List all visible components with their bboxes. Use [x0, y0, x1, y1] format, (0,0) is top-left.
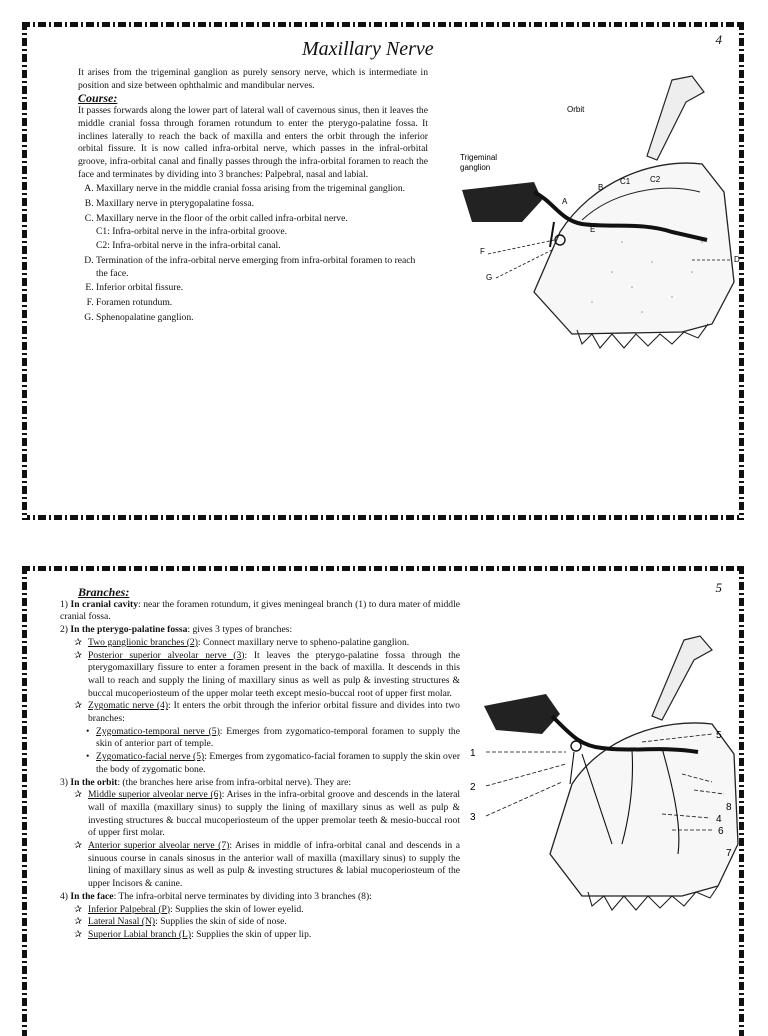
item-text: : Emerges from zygomatico-facial foramen to supply the skin over the body of zygomatic bone.	[96, 751, 461, 775]
list-item	[74, 840, 460, 891]
fig-label-trigeminal: Trigeminal	[460, 153, 498, 162]
fig-label-6: 6	[718, 826, 724, 837]
list-item	[74, 637, 460, 650]
fig-label-3: 3	[470, 812, 476, 823]
fig-label-a: A	[562, 197, 568, 206]
section-2-items	[74, 637, 460, 777]
item-text: : Supplies the skin of side of nose.	[155, 916, 287, 928]
page4-text-column	[78, 67, 428, 326]
list-item-text: Maxillary nerve in the floor of the orbit called infra-orbital nerve.	[96, 212, 348, 224]
list-item	[74, 650, 460, 701]
section-3	[60, 777, 460, 790]
item-text: : Supplies the skin of upper lip.	[191, 928, 312, 940]
section-number: 1)	[60, 598, 68, 610]
c2-note: C2: Infra-orbital nerve in the infra-orbital canal.	[96, 240, 281, 252]
fig-label-e: E	[590, 225, 596, 234]
nerve-branches-figure	[462, 634, 742, 934]
item-name: Zygomatico-temporal nerve (5)	[96, 725, 220, 737]
fig-label-ganglion: ganglion	[460, 163, 491, 172]
section-number: 4)	[60, 890, 68, 902]
section-title: In the orbit	[70, 776, 118, 788]
fig-label-5: 5	[716, 730, 722, 741]
page-number: 4	[715, 32, 722, 47]
item-name: Two ganglionic branches (2)	[88, 636, 198, 648]
section-4	[60, 891, 460, 904]
fig-label-8: 8	[726, 802, 732, 813]
fig-label-1: 1	[470, 748, 476, 759]
item-text: : Arises in middle of infra-orbital canal and descends in a sinuous course in canals sinosus in the anterior wall of maxilla (maxillary sinus) to supply the lining of maxillary sinus as well as pulp & investing structures & labial mucoperiosteum of the upper Incisors & canine.	[88, 840, 460, 890]
section-text: : The infra-orbital nerve terminates by dividing into 3 branches (8):	[113, 890, 372, 902]
branches-heading: Branches:	[78, 585, 130, 599]
item-name: Middle superior alveolar nerve (6)	[88, 789, 222, 801]
section-1	[60, 599, 460, 624]
section-number: 3)	[60, 776, 68, 788]
fig-label-4: 4	[716, 814, 722, 825]
dashed-border-top	[22, 566, 744, 571]
star-icon: ✰	[74, 916, 83, 928]
item-text: : It leaves the pterygo-palatine fossa through the pterygomaxillary fissure to enter a foramen present in the back of maxilla. It descends in this wall to reach and supply the lining of maxillary sinus as well as pulp & investing structures & buccal mucoperiosteum of the upper molar teeth except mesio-buccal root of upper first molar.	[88, 649, 460, 699]
section-text: : (the branches here arise from infra-orbital nerve). They are:	[117, 776, 352, 788]
page-title: Maxillary Nerve	[302, 38, 434, 60]
fig-label-orbit: Orbit	[567, 105, 585, 114]
item-name: Anterior superior alveolar nerve (7)	[88, 840, 230, 852]
course-paragraph: It passes forwards along the lower part of lateral wall of cavernous sinus, then it leaves the middle cranial fossa through foramen rotundum to enter the pterygo-palatine fossa. It inclines laterally to reach the back of maxilla and enters the orbit through the inferior orbital fissure. It is now called infra-orbital nerve, which passes in the infral-orbital groove, infra-orbital canal and finally passes through the infra-orbital foramen to reach the face and terminates by dividing into 3 branches: Palpebral, nasal and labial.	[78, 105, 428, 180]
fig-label-c1: C1	[620, 177, 631, 186]
maxillary-nerve-figure	[442, 72, 742, 372]
star-icon: ✰	[74, 649, 83, 661]
item-name: Posterior superior alveolar nerve (3)	[88, 649, 245, 661]
fig-label-c2: C2	[650, 175, 661, 184]
item-name: Superior Labial branch (L)	[88, 928, 192, 940]
dashed-border-left	[22, 22, 27, 520]
list-item: B. Maxillary nerve in pterygopalatine fossa.	[96, 198, 428, 211]
page-4	[22, 22, 744, 520]
sub-list-item	[74, 726, 460, 751]
item-name: Lateral Nasal (N)	[88, 916, 156, 928]
dashed-border-top	[22, 22, 744, 27]
item-text: : Arises in the infra-orbital groove and descends in the lateral wall of maxilla (maxillary sinus) to supply the lining of maxillary sinus as well as pulp & investing structures & buccal mucoperiosteum of the upper premolar teeth & mesio-buccal root of upper first molar.	[88, 789, 460, 839]
list-item	[96, 213, 428, 253]
section-2	[60, 624, 460, 637]
list-item: F. Foramen rotundum.	[96, 297, 428, 310]
section-text: : near the foramen rotundum, it gives meningeal branch (1) to dura mater of middle cranial fossa.	[60, 598, 460, 623]
star-icon: ✰	[74, 903, 83, 915]
list-item: G. Sphenopalatine ganglion.	[96, 312, 428, 325]
section-title: In the face	[70, 890, 114, 902]
fig-label-d: D	[734, 255, 740, 264]
sub-list-item	[74, 751, 460, 776]
dashed-border-left	[22, 566, 27, 1036]
section-4-items	[74, 904, 460, 942]
star-icon: ✰	[74, 636, 83, 648]
fig-label-g: G	[486, 273, 493, 282]
section-number: 2)	[60, 624, 68, 636]
list-item: E. Inferior orbital fissure.	[96, 282, 428, 295]
page5-text-column	[60, 586, 460, 942]
page-5	[22, 566, 744, 1036]
list-item: A. Maxillary nerve in the middle cranial fossa arising from the trigeminal ganglion.	[96, 183, 428, 196]
list-item	[74, 929, 460, 942]
star-icon: ✰	[74, 700, 83, 712]
section-3-items	[74, 789, 460, 891]
list-item	[74, 916, 460, 929]
fig-label-2: 2	[470, 782, 476, 793]
star-icon: ✰	[74, 928, 83, 940]
item-text: : Emerges from zygomatico-temporal foramen to supply the skin of anterior part of temple.	[96, 725, 460, 750]
list-item: D. Termination of the infra-orbital nerve emerging from infra-orbital foramen to reach the face.	[96, 255, 428, 280]
fig-label-b: B	[598, 183, 604, 192]
star-icon: ✰	[74, 840, 83, 852]
list-item	[74, 904, 460, 917]
item-text: : It enters the orbit through the inferior orbital fissure and divides into two branches:	[88, 700, 460, 725]
figure-key-list	[78, 183, 428, 324]
section-text: : gives 3 types of branches:	[187, 624, 293, 636]
section-title: In cranial cavity	[70, 598, 138, 610]
section-title: In the pterygo-palatine fossa	[70, 624, 188, 636]
dashed-border-bottom	[22, 515, 744, 520]
item-text: : Connect maxillary nerve to spheno-palatine ganglion.	[197, 636, 410, 648]
star-icon: ✰	[74, 789, 83, 801]
course-heading: Course:	[78, 91, 118, 106]
page-number: 5	[715, 580, 722, 595]
c1-note: C1: Infra-orbital nerve in the infra-orbital groove.	[96, 226, 288, 238]
intro-paragraph: It arises from the trigeminal ganglion as purely sensory nerve, which is intermediate in position and size between ophthalmic and mandibular nerves.	[78, 67, 428, 91]
fig-label-7: 7	[726, 848, 732, 859]
list-item	[74, 789, 460, 840]
item-name: Zygomatico-facial nerve (5)	[96, 751, 205, 763]
list-item	[74, 700, 460, 725]
item-name: Inferior Palpebral (P)	[88, 903, 171, 915]
item-text: : Supplies the skin of lower eyelid.	[170, 903, 304, 915]
fig-label-f: F	[480, 247, 485, 256]
item-name: Zygomatic nerve (4)	[88, 700, 169, 712]
